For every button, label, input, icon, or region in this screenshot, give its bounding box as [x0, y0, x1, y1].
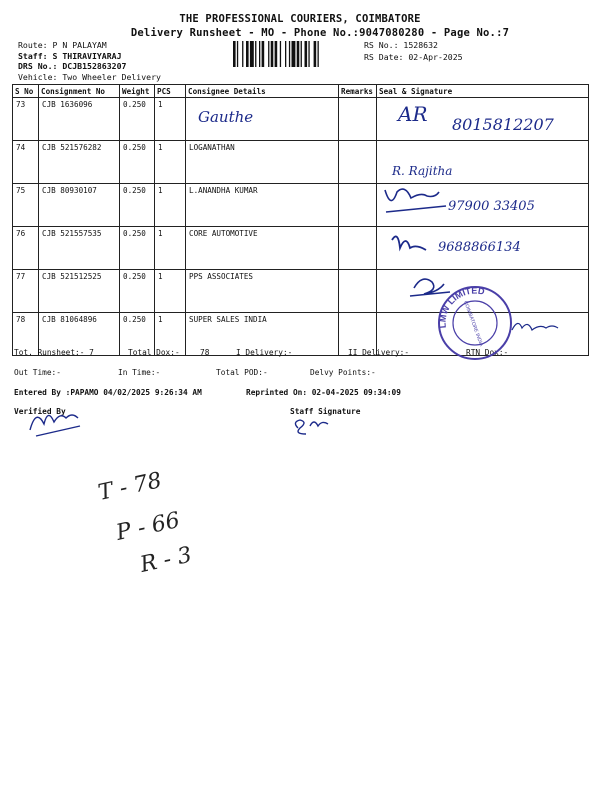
delvy-points: Delvy Points:-: [310, 368, 376, 377]
cell-consignment: CJB 80930107: [39, 184, 120, 227]
company-title: THE PROFESSIONAL COURIERS, COIMBATORE: [179, 13, 421, 25]
company-stamp: [436, 284, 514, 362]
cell-weight: 0.250: [120, 184, 155, 227]
rs-date: RS Date: 02-Apr-2025: [364, 51, 463, 62]
col-header-weight: Weight: [120, 85, 155, 98]
cell-remarks: [339, 141, 377, 184]
cell-pcs: 1: [155, 270, 186, 313]
cell-weight: 0.250: [120, 270, 155, 313]
cell-consignment: CJB 1636096: [39, 98, 120, 141]
cell-consignee: PPS ASSOCIATES: [186, 270, 339, 313]
header-left-block: [18, 40, 161, 82]
svg-text:LMW LIMITED: [437, 286, 485, 329]
hand-row73-phone: 8015812207: [452, 115, 554, 134]
drs-number: DRS No.: DCJB152863207: [18, 61, 127, 71]
cell-seal-signature: [377, 184, 589, 227]
barcode-bar: [297, 41, 300, 67]
hand-tally-r: R - 3: [138, 542, 195, 578]
cell-sno: 77: [13, 270, 39, 313]
cell-pcs: 1: [155, 227, 186, 270]
barcode-bar: [314, 41, 317, 67]
runsheet-subtitle: Delivery Runsheet - MO - Phone No.:9047080280 - Page No.:7: [130, 27, 510, 39]
cell-consignment: CJB 81064896: [39, 313, 120, 356]
table-row: [13, 227, 589, 270]
col-header-consignment: Consignment No: [39, 85, 120, 98]
barcode-bar: [262, 41, 265, 67]
cell-consignee: [186, 98, 339, 141]
hand-row75-numbers: 97900 33405: [448, 199, 535, 214]
vehicle-text: Vehicle: Two Wheeler Delivery: [18, 71, 161, 82]
cell-weight: 0.250: [120, 98, 155, 141]
barcode-bar: [318, 41, 319, 67]
hand-tally-p: P - 66: [114, 508, 183, 546]
cell-seal-signature: [377, 141, 589, 184]
hand-row76-phone: 9688866134: [438, 240, 521, 255]
reprinted-on: Reprinted On: 02-04-2025 09:34:09: [246, 388, 401, 397]
barcode-bar: [271, 41, 274, 67]
cell-remarks: [339, 98, 377, 141]
route-text: Route: P N PALAYAM: [18, 40, 107, 50]
hand-row73-initials: AR: [398, 102, 428, 126]
barcode-bar: [246, 41, 249, 67]
cell-sno: 76: [13, 227, 39, 270]
barcode-bar: [289, 41, 290, 67]
barcode-image: [232, 41, 354, 67]
staff-signature-mark: [295, 420, 328, 434]
cell-consignment: CJB 521512525: [39, 270, 120, 313]
barcode-bar: [305, 41, 308, 67]
cell-consignment: CJB 521557535: [39, 227, 120, 270]
tot-runsheet: Tot. Runsheet:- 7: [14, 348, 94, 357]
cell-consignee: LOGANATHAN: [186, 141, 339, 184]
barcode-bar: [259, 41, 260, 67]
cell-sno: 78: [13, 313, 39, 356]
hand-tally-t: T - 78: [96, 468, 164, 506]
cell-consignee: CORE AUTOMOTIVE: [186, 227, 339, 270]
stamp-inner-text: COIMBATORE INDIA: [462, 300, 485, 348]
cell-remarks: [339, 270, 377, 313]
barcode-bar: [308, 41, 309, 67]
cell-seal-signature: [377, 98, 589, 141]
barcode-bar: [237, 41, 238, 67]
staff-signature-label: Staff Signature: [290, 407, 361, 416]
total-pod: Total POD:-: [216, 368, 268, 377]
col-header-pcs: PCS: [155, 85, 186, 98]
cell-pcs: 1: [155, 98, 186, 141]
in-time: In Time:-: [118, 368, 161, 377]
cell-consignee: SUPER SALES INDIA: [186, 313, 339, 356]
rs-number: RS No.: 1528632: [364, 40, 438, 50]
rtn-dox: RTN Dox:-: [466, 348, 509, 357]
cell-pcs: 1: [155, 184, 186, 227]
cell-sno: 75: [13, 184, 39, 227]
cell-pcs: 1: [155, 141, 186, 184]
table-row: [13, 141, 589, 184]
barcode-bar: [268, 41, 269, 67]
hand-row73-name: Gauthe: [198, 108, 254, 126]
cell-weight: 0.250: [120, 313, 155, 356]
barcode-bar: [233, 41, 236, 67]
cell-remarks: [339, 184, 377, 227]
ii-delivery: II Delivery:-: [348, 348, 410, 357]
cell-pcs: 1: [155, 313, 186, 356]
cell-weight: 0.250: [120, 141, 155, 184]
col-header-sno: S No: [13, 85, 39, 98]
cell-consignee: L.ANANDHA KUMAR: [186, 184, 339, 227]
i-delivery: I Delivery:-: [236, 348, 293, 357]
staff-text: Staff: S THIRAVIYARAJ: [18, 50, 122, 61]
out-time: Out Time:-: [14, 368, 61, 377]
header-right-block: [364, 40, 463, 63]
total-dox-value: 78: [200, 348, 210, 357]
cell-sno: 73: [13, 98, 39, 141]
barcode-bar: [255, 41, 256, 67]
barcode-bar: [242, 41, 243, 67]
cell-sno: 74: [13, 141, 39, 184]
verified-by: Verified By: [14, 407, 66, 416]
verified-signature: [30, 415, 80, 436]
entered-by: Entered By :PAPAMO 04/02/2025 9:26:34 AM: [14, 388, 202, 397]
col-header-consignee: Consignee Details: [186, 85, 339, 98]
barcode-bar: [275, 41, 278, 67]
barcode-bar: [250, 41, 254, 67]
barcode-bar: [285, 41, 286, 67]
cell-seal-signature: [377, 227, 589, 270]
col-header-seal: Seal & Signature: [377, 85, 589, 98]
cell-consignment: CJB 521576282: [39, 141, 120, 184]
barcode-bar: [292, 41, 296, 67]
total-dox-label: Total Dox:-: [128, 348, 180, 357]
table-row: [13, 98, 589, 141]
hand-row74-name: R. Rajitha: [392, 164, 453, 178]
cell-remarks: [339, 227, 377, 270]
col-header-remarks: Remarks: [339, 85, 377, 98]
stamp-text: LMW LIMITED: [437, 285, 486, 329]
table-header-row: [13, 85, 589, 98]
table-row: [13, 184, 589, 227]
cell-weight: 0.250: [120, 227, 155, 270]
barcode-bar: [301, 41, 302, 67]
barcode-bar: [280, 41, 281, 67]
